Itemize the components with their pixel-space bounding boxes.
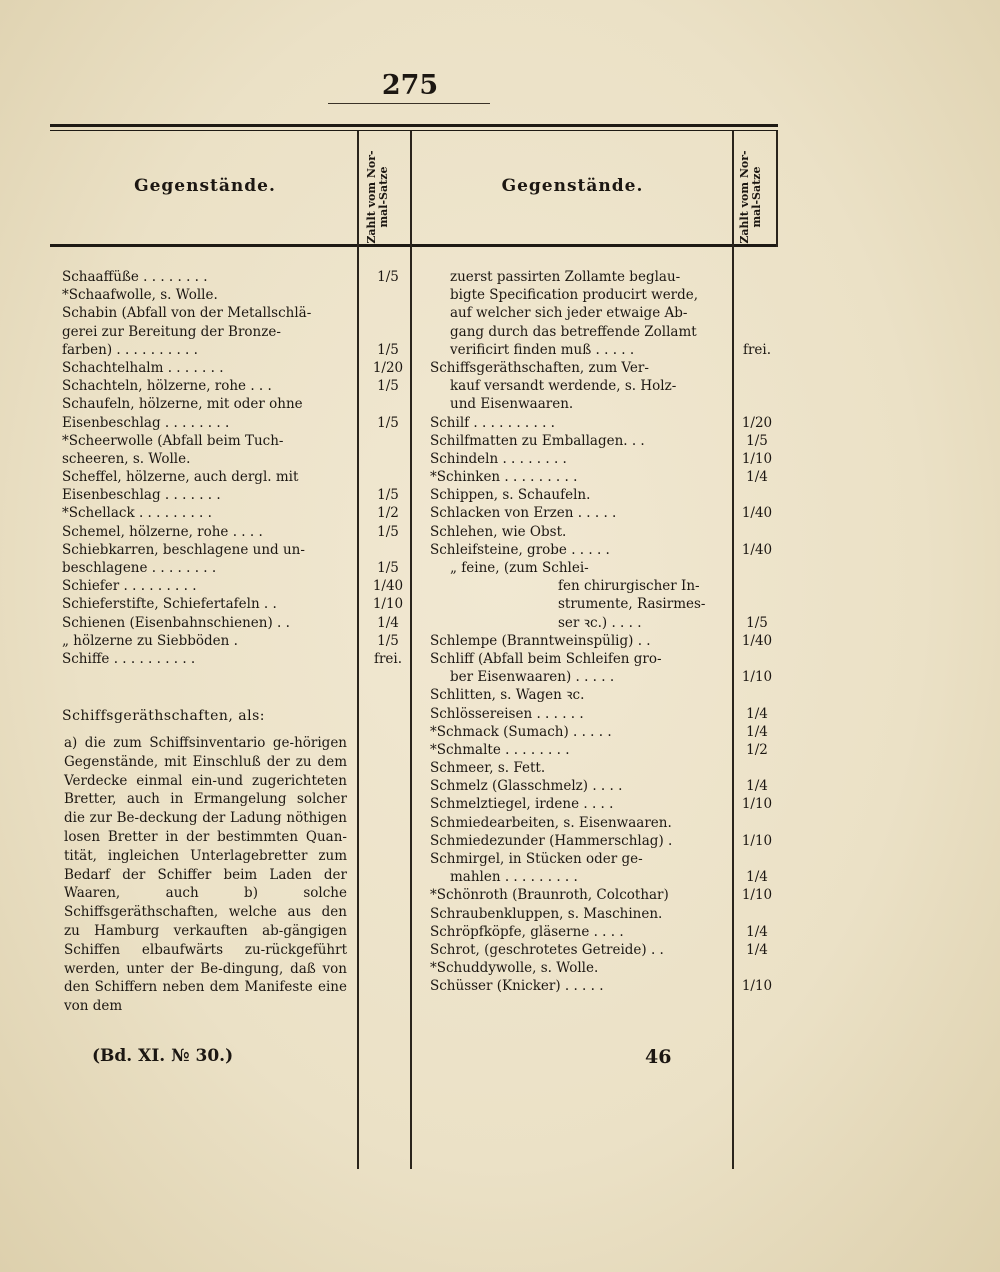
left-entry-row [62,486,412,504]
right-entry-row [430,504,780,522]
right-entry-rate: 1/4 [746,723,768,740]
right-entry-rate: 1/10 [741,669,773,686]
right-entry-text: ser ꝛc.) . . . . [558,614,642,631]
right-entry-rate: 1/4 [746,705,768,722]
right-entry-text: kauf versandt werdende, s. Holz- [450,378,677,395]
right-entry-row [430,977,780,995]
right-entry-text: „ feine, (zum Schlei- [450,560,589,576]
left-entry-rate: 1/20 [372,359,404,376]
right-entry-text: Schliff (Abfall beim Schleifen gro- [430,650,662,667]
right-entry-row [430,905,780,923]
right-entry-text: Schmiedearbeiten, s. Eisenwaaren. [430,814,672,831]
right-entry-text: Schrot, (geschrotetes Getreide) . . [430,941,664,958]
left-entry-text: *Schellack . . . . . . . . . [62,505,212,522]
left-rate-header: Zahlt vom Nor-mal-Satze [365,150,390,244]
right-entry-row [430,486,780,504]
right-entry-text: Schraubenkluppen, s. Maschinen. [430,905,663,922]
right-entry-row [430,795,780,813]
left-entry-rate: 1/5 [377,414,399,431]
right-edge-header [776,131,778,247]
right-entry-row [430,705,780,723]
footer-sheet-number: 46 [645,1046,672,1068]
right-entry-row [430,450,780,468]
left-entries [62,268,412,668]
left-subheading: Schiffsgeräthschaften, als: [62,708,266,724]
left-entry-text: *Scheerwolle (Abfall beim Tuch- [62,432,284,449]
right-entry-text: Schlitten, s. Wagen ꝛc. [430,687,585,704]
right-entry-text: *Schinken . . . . . . . . . [430,469,578,486]
right-column-header: Gegenstände. [501,176,644,196]
right-entry-text: ber Eisenwaaren) . . . . . [450,669,615,686]
left-entry-rate: 1/5 [377,269,399,285]
right-entry-text: *Schönroth (Braunroth, Colcothar) [430,887,669,904]
left-entry-row [62,504,412,522]
left-entry-text: Schachtelhalm . . . . . . . [62,359,224,376]
right-entry-text: Schippen, s. Schaufeln. [430,487,591,504]
left-entry-rate: 1/5 [377,487,399,504]
right-entry-text: Schiffsgeräthschaften, zum Ver- [430,359,649,376]
right-entry-text: verificirt finden muß . . . . . [450,341,635,358]
right-entry-row [430,377,780,395]
right-entry-rate: 1/4 [746,778,768,795]
right-entry-text: Schröpfköpfe, gläserne . . . . [430,923,624,940]
right-entry-text: gang durch das betreffende Zollamt [450,323,697,340]
right-entry-text: Schüsser (Knicker) . . . . . [430,978,604,995]
right-entry-text: *Schuddywolle, s. Wolle. [430,960,599,977]
right-entry-text: auf welcher sich jeder etwaige Ab- [450,305,688,322]
left-entry-text: Schiffe . . . . . . . . . . [62,650,196,667]
right-entry-row [430,650,780,668]
right-entry-rate: 1/4 [746,923,768,940]
left-entry-row [62,523,412,541]
right-entry-text: Schlehen, wie Obst. [430,523,567,540]
left-entry-rate: frei. [373,650,403,667]
right-entry-row [430,541,780,559]
right-entry-row [430,359,780,377]
right-entry-row [430,632,780,650]
left-entry-text: Schieferstifte, Schiefertafeln . . [62,596,277,613]
right-entries [430,268,780,996]
left-entry-row [62,395,412,413]
right-entry-text: Schindeln . . . . . . . . [430,450,567,467]
right-entry-text: mahlen . . . . . . . . . [450,869,578,886]
left-entry-row [62,268,412,286]
right-entry-row [430,523,780,541]
right-entry-text: bigte Specification producirt werde, [450,287,699,304]
top-rule-thin [50,130,778,131]
right-entry-text: Schlempe (Branntweinspülig) . . [430,632,651,649]
left-entry-rate: 1/5 [377,341,399,358]
right-entry-row [430,850,780,868]
right-entry-text: Schmelztiegel, irdene . . . . [430,796,614,813]
right-entry-text: Schilf . . . . . . . . . . [430,414,555,431]
right-entry-rate: 1/10 [741,887,773,904]
left-entry-text: Schienen (Eisenbahnschienen) . . [62,614,290,631]
right-entry-rate: 1/40 [741,632,773,649]
left-entry-text: *Schaafwolle, s. Wolle. [62,287,218,304]
left-entry-text: Schabin (Abfall von der Metallschlä- [62,305,312,322]
footer-volume: (Bd. XI. № 30.) [92,1046,234,1066]
right-entry-text: *Schmack (Sumach) . . . . . [430,723,612,740]
top-rule [50,124,778,127]
right-entry-rate: 1/10 [741,450,773,467]
right-entry-row [430,759,780,777]
left-entry-text: Eisenbeschlag . . . . . . . [62,487,221,504]
right-entry-text: Schlacken von Erzen . . . . . [430,505,617,522]
left-entry-rate: 1/2 [377,505,399,522]
left-entry-row [62,377,412,395]
right-entry-row [430,395,780,413]
right-entry-rate: 1/5 [746,432,768,449]
right-entry-text: fen chirurgischer In- [558,578,700,595]
left-entry-text: „ hölzerne zu Siebböden . [62,632,238,649]
right-entry-row [430,577,780,595]
right-entry-row [430,959,780,977]
right-entry-row [430,304,780,322]
left-entry-row [62,414,412,432]
right-entry-row [430,468,780,486]
right-entry-text: Schmelz (Glasschmelz) . . . . [430,778,623,795]
right-rate-header: Zahlt vom Nor-mal-Satze [738,150,763,244]
left-entry-text: Scheffel, hölzerne, auch dergl. mit [62,469,299,486]
right-entry-row [430,777,780,795]
left-entry-row [62,595,412,613]
right-entry-row [430,341,780,359]
page-number: 275 [381,70,439,101]
right-entry-text: Schlössereisen . . . . . . [430,705,584,722]
right-entry-text: *Schmalte . . . . . . . . [430,741,570,758]
right-entry-rate: 1/40 [741,505,773,522]
right-entry-rate: 1/4 [746,941,768,958]
left-entry-rate: 1/4 [377,614,399,631]
right-entry-row [430,686,780,704]
right-entry-text: und Eisenwaaren. [450,396,574,413]
right-entry-rate: 1/10 [741,832,773,849]
left-entry-rate: 1/10 [372,596,404,613]
right-entry-text: Schmiedezunder (Hammerschlag) . [430,832,673,849]
left-entry-text: Schiebkarren, beschlagene und un- [62,541,305,558]
right-entry-rate: 1/20 [741,414,773,431]
right-entry-rate: 1/4 [746,869,768,886]
right-entry-rate: 1/10 [741,796,773,813]
right-entry-row [430,432,780,450]
left-entry-rate: 1/5 [377,378,399,395]
left-entry-row [62,650,412,668]
left-entry-text: Schiefer . . . . . . . . . [62,578,197,595]
right-entry-row [430,868,780,886]
left-entry-row [62,559,412,577]
page-number-rule [328,103,490,104]
left-column-header: Gegenstände. [134,176,276,196]
right-entry-row [430,741,780,759]
left-entry-row [62,359,412,377]
right-entry-text: Schmirgel, in Stücken oder ge- [430,851,643,867]
left-entry-rate: 1/5 [377,560,399,576]
right-entry-text: strumente, Rasirmes- [558,596,706,613]
right-entry-rate: frei. [742,341,772,358]
left-entry-text: gerei zur Bereitung der Bronze- [62,323,281,340]
left-entry-text: beschlagene . . . . . . . . [62,560,217,576]
right-entry-rate: 1/40 [741,541,773,558]
left-entry-text: Eisenbeschlag . . . . . . . . [62,414,230,431]
right-entry-rate: 1/10 [741,978,773,995]
right-entry-text: Schilfmatten zu Emballagen. . . [430,432,645,449]
left-entry-row [62,286,412,304]
left-entry-row [62,541,412,559]
left-entry-row [62,304,412,322]
left-entry-row [62,450,412,468]
left-entry-text: Schaaffüße . . . . . . . . [62,269,208,285]
right-entry-row [430,814,780,832]
left-entry-rate: 1/40 [372,578,404,595]
right-entry-rate: 1/4 [746,469,768,486]
left-entry-row [62,323,412,341]
left-entry-row [62,432,412,450]
left-entry-row [62,341,412,359]
left-entry-text: Schachteln, hölzerne, rohe . . . [62,378,272,395]
right-entry-row [430,559,780,577]
right-entry-text: Schmeer, s. Fett. [430,760,546,777]
left-entry-row [62,614,412,632]
left-paragraph: a) die zum Schiffsinventario ge-hörigen Gegenstände, mit Einschluß der zu dem Verdecke einmal ein-und zugerichteten Bretter, auch in Ermangelung solcher die zur Be-deckung der Ladung nöthigen losen Bretter in der bestimmten Quan-tität, ingleichen Unterlagebretter zum Bedarf der Schiffer beim Laden der Waaren, auch b) solche Schiffsgeräthschaften, welche aus den zu Hamburg verkauften ab-gängigen Schiffen elbaufwärts zu-rückgeführt werden, unter der Be-dingung, daß von den Schiffern neben dem Manifeste eine von dem [64,735,347,1015]
left-entry-text: farben) . . . . . . . . . . [62,341,198,358]
right-entry-row [430,668,780,686]
right-entry-rate: 1/2 [746,741,768,758]
right-entry-row [430,614,780,632]
right-entry-row [430,323,780,341]
left-entry-row [62,577,412,595]
right-entry-text: zuerst passirten Zollamte beglau- [450,269,681,285]
left-entry-row [62,632,412,650]
right-entry-row [430,923,780,941]
right-entry-row [430,286,780,304]
left-entry-rate: 1/5 [377,632,399,649]
right-entry-row [430,941,780,959]
left-entry-text: Schemel, hölzerne, rohe . . . . [62,523,263,540]
right-entry-rate: 1/5 [746,614,768,631]
right-entry-row [430,723,780,741]
left-entry-text: scheeren, s. Wolle. [62,450,191,467]
right-entry-row [430,832,780,850]
right-entry-text: Schleifsteine, grobe . . . . . [430,541,610,558]
right-entry-row [430,268,780,286]
header-bottom-rule [50,244,778,247]
right-entry-row [430,414,780,432]
left-entry-rate: 1/5 [377,523,399,540]
left-entry-text: Schaufeln, hölzerne, mit oder ohne [62,396,303,413]
right-entry-row [430,595,780,613]
right-entry-row [430,886,780,904]
left-entry-row [62,468,412,486]
